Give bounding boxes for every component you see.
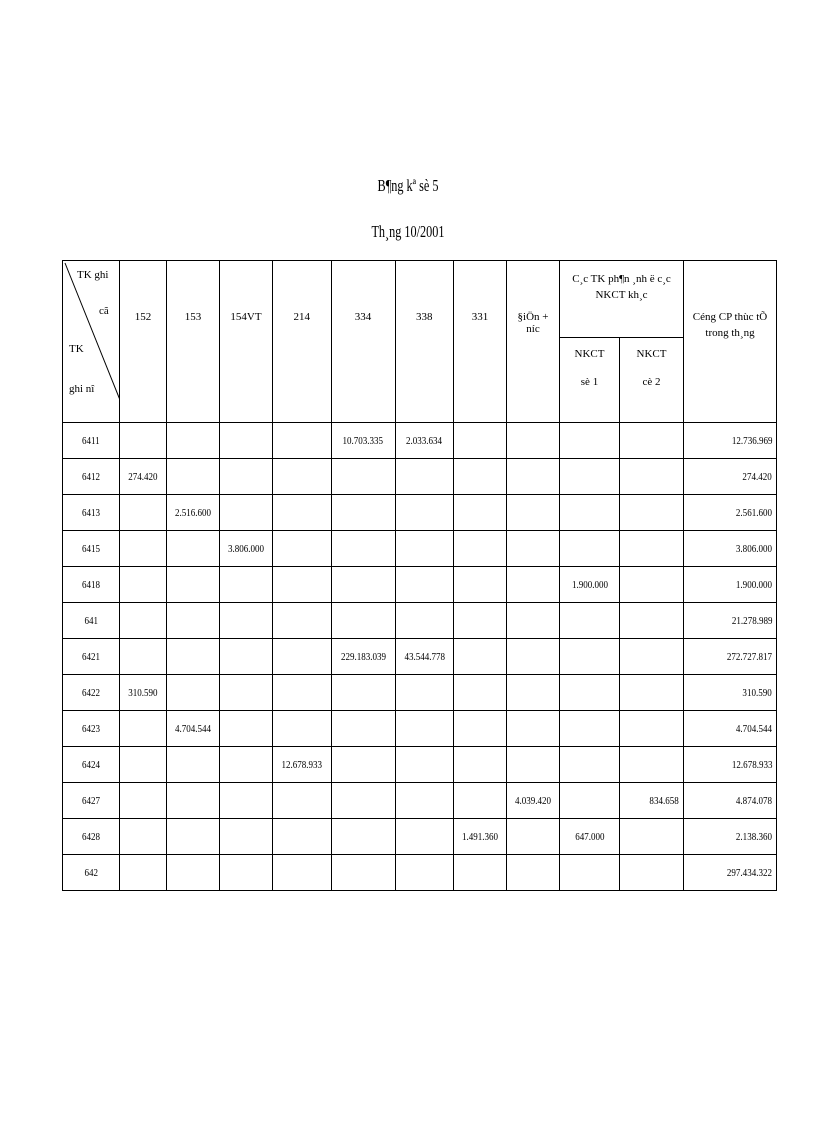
corner-header-cell [63,261,120,423]
amount-cell [120,855,167,891]
amount-cell [454,567,507,603]
account-code: 6424 [81,758,101,771]
col-header-214: 214 [273,261,332,423]
total-value: 2.138.360 [735,830,772,843]
table-row [63,459,777,495]
amount-cell [454,747,507,783]
amount-cell [331,423,395,459]
total-cell [684,711,777,747]
amount-cell [395,855,454,891]
amount-cell [620,819,684,855]
amount-cell [120,675,167,711]
amount-cell [560,567,620,603]
amount-cell [560,423,620,459]
amount-cell [220,603,273,639]
amount-cell [167,855,220,891]
total-value: 4.874.078 [735,794,772,807]
amount-cell [454,675,507,711]
amount-cell [331,783,395,819]
amount-cell [331,855,395,891]
col-header-154vt: 154VT [220,261,273,423]
amount-cell [395,783,454,819]
amount-cell [220,747,273,783]
total-cell [684,639,777,675]
amount-cell [454,531,507,567]
amount-cell [454,495,507,531]
account-cell [63,603,120,639]
amount-cell [273,639,332,675]
amount-cell [395,711,454,747]
amount-cell [273,855,332,891]
amount-cell [120,495,167,531]
total-value: 2.561.600 [735,506,772,519]
amount-cell [220,783,273,819]
total-value: 4.704.544 [735,722,772,735]
amount-cell [395,459,454,495]
account-cell [63,675,120,711]
amount-cell [620,747,684,783]
total-value: 3.806.000 [735,542,772,555]
amount-cell [120,423,167,459]
amount-cell [220,531,273,567]
amount-cell [167,495,220,531]
amount-cell [120,603,167,639]
amount-cell [395,567,454,603]
amount-cell [560,603,620,639]
account-cell [63,639,120,675]
amount-cell [620,603,684,639]
amount-cell [331,531,395,567]
amount-cell [507,819,560,855]
amount-cell [220,567,273,603]
amount-cell [120,531,167,567]
amount-cell [273,711,332,747]
col-header-331: 331 [454,261,507,423]
account-cell [63,531,120,567]
amount-cell [507,639,560,675]
amount-cell [620,459,684,495]
amount-cell [560,783,620,819]
table-row [63,711,777,747]
amount-value: 10.703.335 [342,434,384,447]
amount-cell [560,711,620,747]
col-header-334: 334 [331,261,395,423]
col-header-338: 338 [395,261,454,423]
amount-cell [220,459,273,495]
dien-nuoc-line-2: níc [526,323,540,335]
amount-cell [331,639,395,675]
amount-cell [220,495,273,531]
amount-cell [395,603,454,639]
corner-top-label-2: cã [99,305,109,317]
amount-cell [560,855,620,891]
col-header-152: 152 [120,261,167,423]
amount-value: 834.658 [649,794,679,807]
amount-value: 1.491.360 [461,830,499,843]
amount-cell [395,819,454,855]
total-cell [684,855,777,891]
amount-cell [120,567,167,603]
amount-cell [507,675,560,711]
amount-cell [395,531,454,567]
amount-cell [620,567,684,603]
amount-cell [560,747,620,783]
amount-cell [331,675,395,711]
amount-value: 1.900.000 [571,578,608,591]
amount-cell [560,819,620,855]
total-value: 272.727.817 [726,650,772,663]
table-row [63,603,777,639]
table-row [63,639,777,675]
total-cell [684,603,777,639]
col-header-total: Céng CP thùc tÕ trong th¸ng [684,261,777,423]
account-cell [63,855,120,891]
amount-cell [120,639,167,675]
amount-cell [120,711,167,747]
table-row [63,495,777,531]
amount-cell [507,855,560,891]
account-code: 6418 [81,578,101,591]
amount-cell [273,459,332,495]
total-value: 274.420 [742,470,772,483]
amount-cell [220,639,273,675]
total-cell [684,747,777,783]
nkct-1-line-1: NKCT [574,348,605,360]
account-cell [63,459,120,495]
account-cell [63,711,120,747]
amount-cell [167,459,220,495]
group-header-nkct: C¸c TK ph¶n ¸nh ë c¸c NKCT kh¸c [560,261,684,338]
amount-cell [507,567,560,603]
diagonal-line [63,261,120,402]
amount-cell [507,711,560,747]
amount-cell [120,459,167,495]
total-value: 1.900.000 [735,578,772,591]
amount-cell [620,855,684,891]
account-cell [63,819,120,855]
account-code: 6413 [81,506,101,519]
amount-cell [273,819,332,855]
account-cell [63,783,120,819]
account-code: 6427 [81,794,101,807]
table-row [63,675,777,711]
amount-cell [560,459,620,495]
table-row [63,855,777,891]
total-cell [684,423,777,459]
account-code: 6423 [81,722,101,735]
amount-cell [331,711,395,747]
amount-cell [395,747,454,783]
amount-value: 2.516.600 [174,506,212,519]
total-cell [684,567,777,603]
amount-cell [220,819,273,855]
amount-cell [331,459,395,495]
amount-cell [560,495,620,531]
amount-cell [167,423,220,459]
amount-value: 2.033.634 [406,434,443,447]
account-cell [63,495,120,531]
amount-cell [620,711,684,747]
amount-cell [395,495,454,531]
amount-value: 274.420 [128,470,158,483]
amount-cell [273,495,332,531]
amount-cell [560,531,620,567]
amount-cell [454,711,507,747]
col-header-nkct-1 [560,338,620,423]
amount-cell [273,747,332,783]
amount-cell [620,495,684,531]
total-cell [684,459,777,495]
account-code: 6415 [81,542,101,555]
dien-nuoc-line-1: §iÖn + [517,311,549,323]
account-code: 6411 [82,434,100,447]
amount-cell [167,747,220,783]
amount-cell [454,423,507,459]
total-value: 12.678.933 [731,758,772,771]
amount-cell [273,783,332,819]
account-code: 6412 [81,470,101,483]
amount-value: 310.590 [128,686,158,699]
amount-cell [167,567,220,603]
amount-value: 12.678.933 [281,758,323,771]
account-cell [63,747,120,783]
amount-cell [220,423,273,459]
total-value: 297.434.322 [726,866,772,879]
amount-cell [507,531,560,567]
amount-cell [454,603,507,639]
amount-cell [454,855,507,891]
amount-cell [273,531,332,567]
amount-cell [331,819,395,855]
amount-cell [120,783,167,819]
amount-value: 229.183.039 [340,650,386,663]
amount-value: 3.806.000 [227,542,265,555]
amount-cell [167,711,220,747]
col-header-dien-nuoc [507,261,560,423]
amount-cell [167,783,220,819]
nkct-1-line-2: sè 1 [580,376,599,388]
amount-cell [507,423,560,459]
amount-cell [167,531,220,567]
account-code: 6428 [81,830,101,843]
amount-cell [395,423,454,459]
amount-cell [507,783,560,819]
account-code: 641 [84,614,98,627]
amount-cell [507,747,560,783]
amount-cell [454,459,507,495]
amount-cell [331,495,395,531]
table-row [63,531,777,567]
amount-cell [560,675,620,711]
amount-cell [273,675,332,711]
amount-cell [454,639,507,675]
table-row [63,783,777,819]
amount-cell [167,639,220,675]
account-code: 642 [84,866,98,879]
amount-cell [220,855,273,891]
amount-cell [395,639,454,675]
col-header-nkct-2 [620,338,684,423]
amount-cell [620,639,684,675]
amount-cell [454,819,507,855]
amount-cell [454,783,507,819]
amount-cell [331,567,395,603]
amount-cell [120,819,167,855]
table-row [63,567,777,603]
amount-value: 4.704.544 [174,722,212,735]
account-code: 6422 [81,686,101,699]
amount-value: 43.544.778 [403,650,445,663]
total-cell [684,531,777,567]
total-value: 12.736.969 [731,434,772,447]
total-cell [684,819,777,855]
page-title: B¶ng kª sè 5 [377,176,439,195]
amount-cell [331,747,395,783]
table-row [63,423,777,459]
amount-cell [507,459,560,495]
table-row [63,819,777,855]
amount-cell [620,531,684,567]
amount-value: 647.000 [574,830,605,843]
total-value: 21.278.989 [731,614,772,627]
ledger-table [62,260,777,891]
amount-cell [220,675,273,711]
total-cell [684,783,777,819]
amount-cell [167,603,220,639]
amount-cell [507,603,560,639]
amount-cell [560,639,620,675]
corner-bottom-label: TK [69,343,84,355]
col-header-153: 153 [167,261,220,423]
corner-bottom-label-2: ghi nî [69,383,95,395]
amount-cell [220,711,273,747]
amount-cell [273,423,332,459]
corner-top-label: TK ghi [77,269,109,281]
amount-value: 4.039.420 [514,794,552,807]
nkct-2-line-2: cè 2 [642,376,661,388]
total-cell [684,495,777,531]
account-cell [63,567,120,603]
nkct-2-line-1: NKCT [636,348,667,360]
amount-cell [120,747,167,783]
amount-cell [620,783,684,819]
page-subtitle: Th¸ng 10/2001 [371,222,445,241]
total-value: 310.590 [742,686,772,699]
total-cell [684,675,777,711]
amount-cell [395,675,454,711]
table-row [63,747,777,783]
amount-cell [507,495,560,531]
amount-cell [331,603,395,639]
account-code: 6421 [81,650,101,663]
amount-cell [620,423,684,459]
account-cell [63,423,120,459]
amount-cell [167,819,220,855]
amount-cell [167,675,220,711]
amount-cell [620,675,684,711]
amount-cell [273,603,332,639]
amount-cell [273,567,332,603]
